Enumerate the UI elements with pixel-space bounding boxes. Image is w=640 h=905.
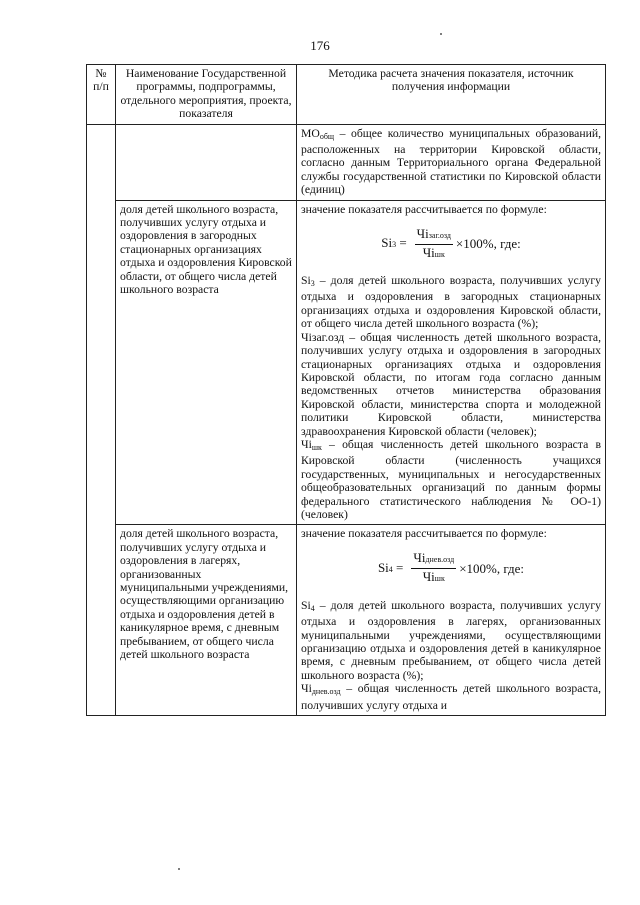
fraction: $\frac{\text{Чiзаг.озд}}{\text{Чiшк}}$	[416, 225, 451, 260]
scan-speck	[178, 868, 180, 870]
table-header-row	[87, 65, 606, 125]
definition-ch-zag: Чiзаг.озд – общая численность детей школьного возраста, получивших услугу отдыха и оздоровления в загородных стационарных организациях отдыха и оздоровления Кировской области, по итогам года согласно данным ведомственных отчетов министерства образования Кировской области, министерства спорта и молодежной политики Кировской области, министерства здравоохранения Кировской области (человек);	[301, 330, 601, 438]
header-method: Методика расчета значения показателя, источник получения информации	[297, 65, 606, 125]
definition-si3: $Si_3$ – доля детей школьного возраста, получивших услугу отдыха и оздоровления в загородных стационарных организациях отдыха и оздоровления Кировской области, от общего числа детей школьного возраста (%);	[301, 274, 601, 331]
header-number: № п/п	[87, 65, 116, 125]
formula-si3: Si3 = $\frac{\text{Чiзаг.озд}}{\text{Чiшк}}$ ×100%, где:	[381, 225, 521, 260]
cell-number	[87, 124, 116, 715]
fraction: $\frac{\text{Чiднев.озд}}{\text{Чiшк}}$	[413, 550, 455, 585]
page-number: 176	[310, 38, 330, 53]
table-row	[87, 525, 606, 716]
cell-method	[297, 200, 606, 525]
definition-ch-dnev: $Чi_{днев.озд}$ – общая численность детей школьного возраста, получивших услугу отдыха и	[301, 682, 601, 712]
indicator-table	[86, 64, 606, 716]
header-name: Наименование Государственной программы, подпрограммы, отдельного мероприятия, проекта, показателя	[116, 65, 297, 125]
cell-method	[297, 124, 606, 200]
definition-si4: $Si_4$ – доля детей школьного возраста, получивших услугу отдыха и оздоровления в лагерях, организованных муниципальными учреждениями, осуществляющими организацию отдыха и оздоровления детей в каникулярное время, с дневным пребыванием, от общего числа детей школьного возраста (%);	[301, 598, 601, 682]
formula-intro: значение показателя рассчитывается по формуле:	[301, 527, 547, 541]
definition-ch-shk: $Чi_{шк}$ – общая численность детей школьного возраста в Кировской области (численность учащихся государственных, муниципальных и негосударственных общеобразовательных организаций по данным формы федерального статистического наблюдения № ОО-1) (человек)	[301, 437, 601, 521]
table-row	[87, 200, 606, 525]
cell-method	[297, 525, 606, 716]
cell-name: доля детей школьного возраста, получивших услугу отдыха и оздоровления в загородных стационарных организациях отдыха и оздоровления Кировской области, от общего числа детей школьного возраста	[116, 200, 297, 525]
cell-name: доля детей школьного возраста, получивших услугу отдыха и оздоровления в лагерях, организованных муниципальными учреждениями, осуществляющими организацию отдыха и оздоровления детей в каникулярное время, с дневным пребыванием, от общего числа детей школьного возраста	[116, 525, 297, 716]
definition-mo: $МО_{общ}$ – общее количество муниципальных образований, расположенных на территории Кировской области, согласно данным Территориального органа Федеральной службы государственной статистики по Кировской области (единиц)	[301, 126, 601, 197]
scan-speck	[440, 33, 442, 35]
formula-intro: значение показателя рассчитывается по формуле:	[301, 202, 547, 216]
cell-name	[116, 124, 297, 200]
table-row	[87, 124, 606, 200]
formula-si4: Si4 = $\frac{\text{Чiднев.озд}}{\text{Чiшк}}$ ×100%, где:	[377, 550, 525, 585]
